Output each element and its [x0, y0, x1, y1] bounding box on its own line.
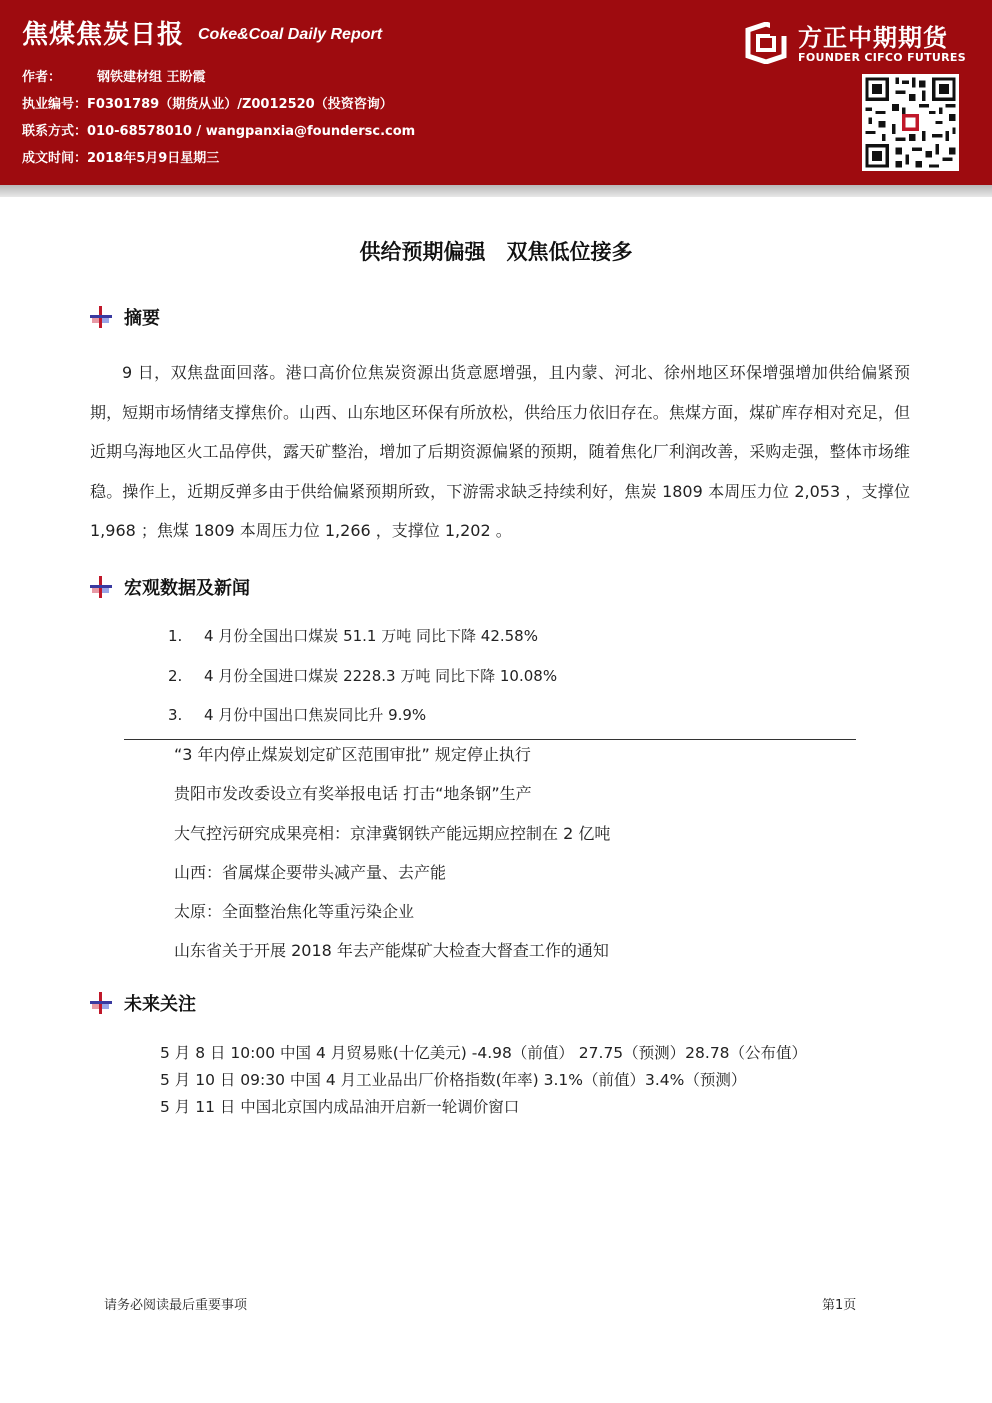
- report-meta: [22, 64, 415, 172]
- list-item: [168, 696, 557, 736]
- list-text: 4 月份中国出口焦炭同比升 9.9%: [204, 706, 427, 724]
- news-item: 山西：省属煤企要带头减产量、去产能: [174, 862, 447, 882]
- license-row: [22, 91, 415, 118]
- brand-name-en: FOUNDER CIFCO FUTURES: [798, 51, 966, 64]
- author-row: [22, 64, 415, 91]
- report-title-en: Coke&Coal Daily Report: [198, 26, 383, 43]
- list-item: [168, 657, 557, 697]
- header-divider: [0, 185, 992, 197]
- license-label: 执业编号：: [22, 97, 88, 112]
- section-macro: [90, 574, 250, 600]
- news-item: 山东省关于开展 2018 年去产能煤矿大检查大督查工作的通知: [174, 941, 609, 961]
- news-list: [174, 735, 610, 971]
- news-item: 贵阳市发改委设立有奖举报电话 打击“地条钢”生产: [174, 784, 532, 804]
- page-number: 第1页: [822, 1298, 857, 1313]
- qr-code-icon: [862, 74, 959, 171]
- section-bullet-icon: [90, 992, 112, 1014]
- news-item: 太原：全面整治焦化等重污染企业: [174, 902, 415, 922]
- founder-logo-icon: [744, 22, 788, 64]
- contact-label: 联系方式：: [22, 124, 88, 139]
- section-bullet-icon: [90, 576, 112, 598]
- section-summary: [90, 304, 160, 330]
- section-title: 摘要: [124, 308, 160, 329]
- contact-value: 010-68578010 / wangpanxia@foundersc.com: [87, 124, 416, 139]
- list-number: 2.: [168, 666, 183, 685]
- report-title: 焦煤焦炭日报: [22, 20, 185, 50]
- report-header: [0, 0, 992, 185]
- list-text: 4 月份全国进口煤炭 2228.3 万吨 同比下降 10.08%: [204, 666, 558, 685]
- section-bullet-icon: [90, 306, 112, 328]
- macro-data-list: [168, 617, 557, 736]
- date-value: 2018年5月9日星期三: [87, 151, 220, 166]
- news-item: “3 年内停止煤炭划定矿区范围审批” 规定停止执行: [174, 745, 531, 764]
- author-label: 作者：: [22, 70, 62, 85]
- brand-name-cn: 方正中期期货: [798, 24, 948, 52]
- contact-row: [22, 118, 415, 145]
- list-item: [168, 617, 557, 657]
- brand: [744, 18, 976, 68]
- news-item: 大气控污研究成果亮相：京津冀钢铁产能远期应控制在 2 亿吨: [174, 823, 611, 843]
- date-label: 成文时间：: [22, 151, 88, 166]
- author-value: 钢铁建材组 王盼霞: [97, 70, 206, 85]
- events-list: [90, 1040, 910, 1121]
- section-title: 宏观数据及新闻: [124, 578, 250, 599]
- event-item: 5 月 11 日 中国北京国内成品油开启新一轮调价窗口: [160, 1098, 520, 1116]
- document-title: 供给预期偏强 双焦低位接多: [359, 240, 633, 264]
- list-number: 1.: [168, 627, 183, 645]
- summary-paragraph: 9 日，双焦盘面回落。港口高价位焦炭资源出货意愿增强，且内蒙、河北、徐州地区环保增强增加供给偏紧预期，短期市场情绪支撑焦价。山西、山东地区环保有所放松，供给压力依旧存在。焦煤方面，煤矿库存相对充足，但近期乌海地区火工品停供，露天矿整治，增加了后期资源偏紧的预期，随着焦化厂利润改善，采购走强，整体市场维稳。操作上，近期反弹多由于供给偏紧预期所致，下游需求缺乏持续利好，焦炭 1809 本周压力位 2,053 ，支撑位 1,968 ；焦煤 1809 本周压力位 1,266 ，支撑位 1,202 。: [90, 363, 910, 540]
- list-text: 4 月份全国出口煤炭 51.1 万吨 同比下降 42.58%: [204, 627, 538, 645]
- list-number: 3.: [168, 706, 183, 724]
- footer-notice: 请务必阅读最后重要事项: [104, 1298, 248, 1313]
- section-future: [90, 990, 196, 1016]
- event-item: 5 月 8 日 10:00 中国 4 月贸易账(十亿美元) -4.98（前值） 27.75（预测）28.78（公布值）: [160, 1044, 808, 1062]
- event-item: 5 月 10 日 09:30 中国 4 月工业品出厂价格指数(年率) 3.1%（前值）3.4%（预测）: [160, 1071, 747, 1089]
- license-value: F0301789（期货从业）/Z0012520（投资咨询）: [87, 97, 393, 112]
- date-row: [22, 145, 415, 172]
- section-title: 未来关注: [124, 994, 196, 1015]
